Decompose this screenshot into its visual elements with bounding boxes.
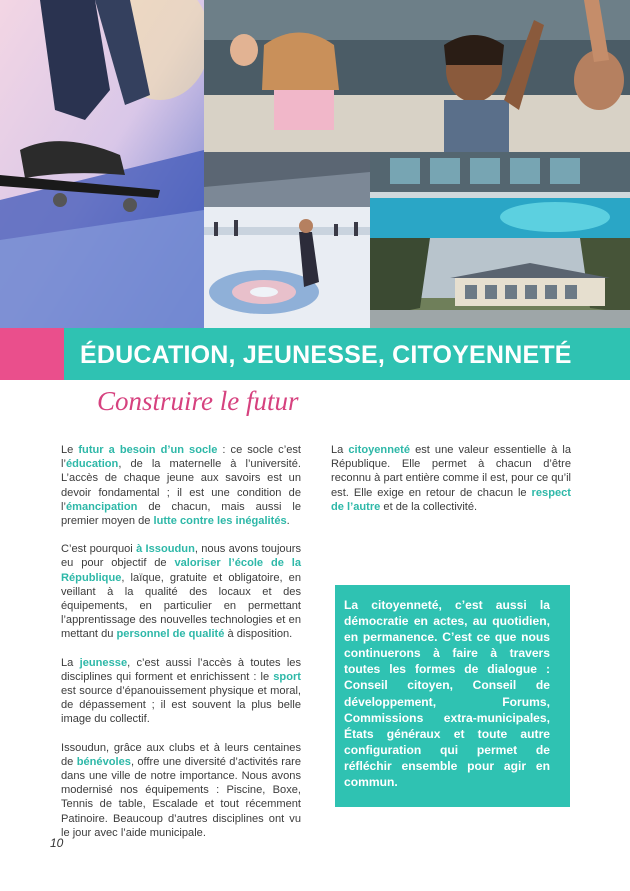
subtitle: Construire le futur: [97, 386, 299, 416]
right-column: [331, 443, 571, 528]
paragraph: C’est pourquoi à Issoudun, nous avons toujours eu pour objectif de valoriser l’école de la République, laïque, gratuite et obligatoire, en veillant à la qualité des locaux et des équipements, en particulier en permettant l’apprentissage des nouvelles technologies et en mettant du personnel de qualité à disposition.: [61, 543, 301, 641]
paragraph: La jeunesse, c’est aussi l’accès à toutes les disciplines qui forment et enrichissent : le sport est source d’épanouissement physique et moral, de dépassement ; il est souvent la plus belle image du collectif.: [61, 656, 302, 726]
building-photo: [370, 238, 630, 328]
section-title: ÉDUCATION, JEUNESSE, CITOYENNETÉ: [80, 341, 572, 369]
banner-accent: [0, 328, 64, 380]
paragraph: Le futur a besoin d’un socle : ce socle c’est l’éducation, de la maternelle à l’université. L’accès de chaque jeune aux savoirs est un devoir fondamental ; il est une condition de l’émancipation de chacun, mais aussi le premier moyen de lutte contre les inégalités.: [61, 444, 301, 528]
paragraph: Issoudun, grâce aux clubs et à leurs centaines de bénévoles, offre une diversité d’activités rare dans une ville de notre importance. Nous avons modernisé nos équipements : Piscine, Boxe, Tennis de table, Escalade et tout récemment Patinoire. Beaucoup d’autres disciplines ont vu le jour avec l’aide municipale.: [61, 741, 302, 839]
classroom-photo: [204, 0, 630, 152]
ice-rink-photo: [204, 152, 370, 328]
skateboard-photo: [0, 0, 204, 328]
quote-text: La citoyenneté, c’est aussi la démocratie en actes, au quotidien, en permanence. C’est ce que nous continuerons à faire à travers toutes les formes de dialogue : Conseil citoyen, Conseil de développement, Forums, Commissions extra-municipales, États généraux et toute autre configuration qui permet de réfléchir ensemble pour agir en commun.: [344, 598, 550, 790]
swimming-pool-photo: [370, 152, 630, 238]
paragraph: La citoyenneté est une valeur essentielle à la République. Elle permet à chacun d’être reconnu à part entière comme il est, pour ce qu’il est. Elle exige en retour de chacun le respect de l’autre et de la collectivité.: [331, 444, 571, 513]
left-column: [61, 443, 301, 854]
page-number: 10: [50, 836, 64, 850]
